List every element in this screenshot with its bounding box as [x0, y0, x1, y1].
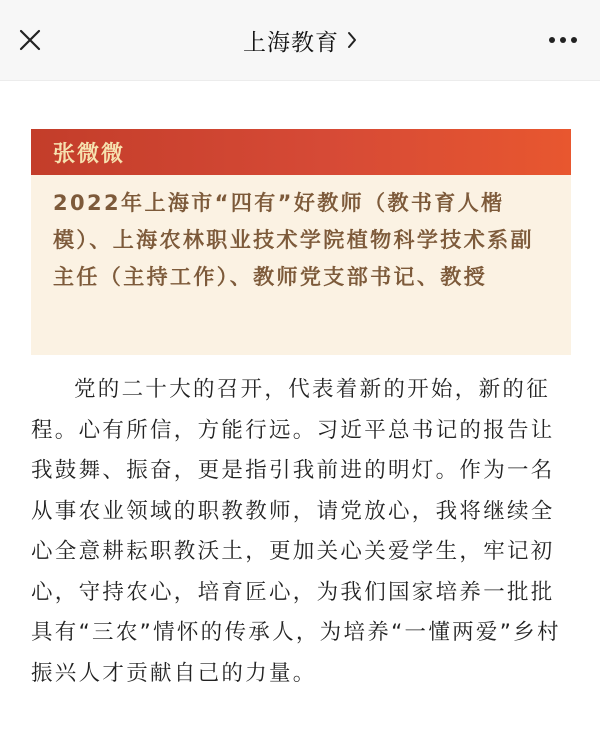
close-icon: [18, 28, 42, 52]
author-description-box: [31, 175, 571, 355]
author-description: 2022年上海市“四有”好教师（教书育人楷模）、上海农林职业技术学院植物科学技术系副主任（主持工作）、教师党支部书记、教授: [53, 191, 534, 289]
article-paragraph: 党的二十大的召开，代表着新的开始，新的征程。心有所信，方能行远。习近平总书记的报告让我鼓舞、振奋，更是指引我前进的明灯。作为一名从事农业领域的职教教师，请党放心，我将继续全心全意耕耘职教沃土，更加关心关爱学生，牢记初心，守持农心，培育匠心，为我们国家培养一批批具有“三农”情怀的传承人，为培养“一懂两爱”乡村振兴人才贡献自己的力量。: [31, 377, 561, 686]
account-title-link[interactable]: [150, 22, 450, 58]
top-navigation-bar: [0, 0, 600, 81]
chevron-right-icon: [347, 31, 357, 49]
author-banner: [31, 129, 571, 175]
more-icon: [548, 36, 578, 44]
page-title: 上海教育: [243, 29, 339, 56]
author-name: 张微微: [53, 141, 126, 167]
close-button[interactable]: [12, 22, 48, 58]
more-options-button[interactable]: [546, 28, 580, 52]
